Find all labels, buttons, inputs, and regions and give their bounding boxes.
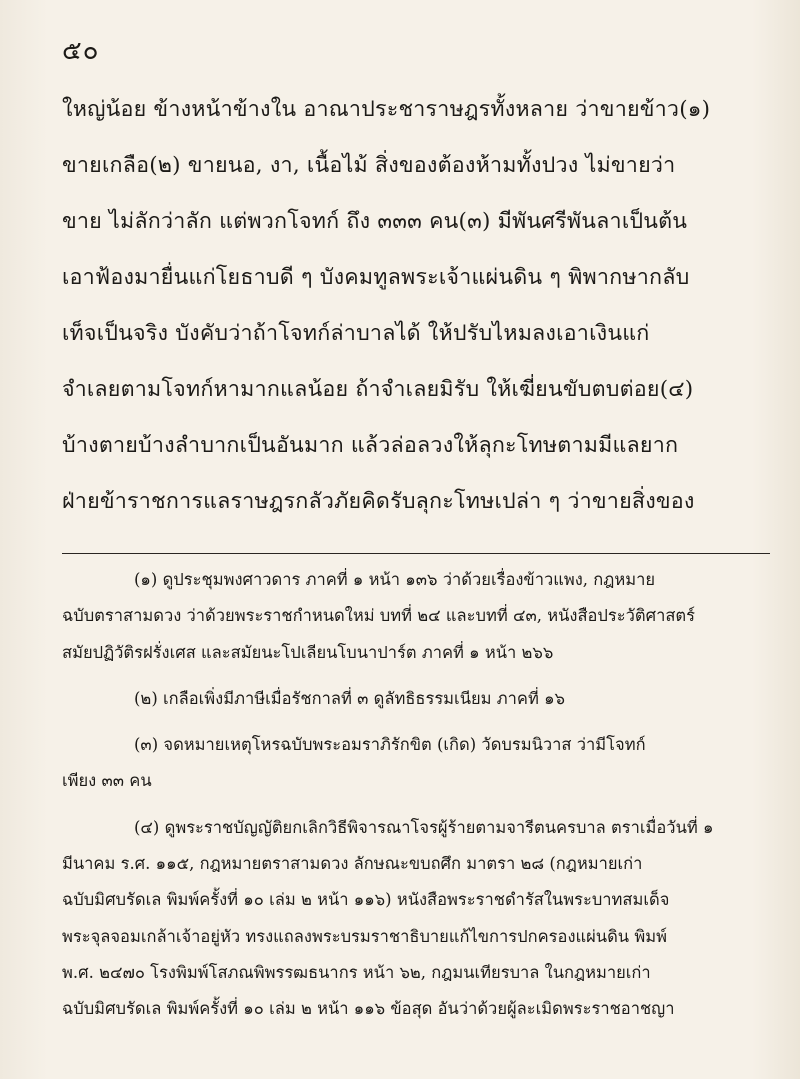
footnote-4-line: (๔) ดูพระราชบัญญัติยกเลิกวิธีพิจารณาโจรผู้ร้ายตามจารีตนครบาล ตราเมื่อวันที่ ๑ [134,817,714,837]
body-line: เท็จเป็นจริง บังคับว่าถ้าโจทก์ล่าบาลได้ ให้ปรับไหมลงเอาเงินแก่ [62,321,650,346]
footnote-4-line: ฉบับมิศบรัดเล พิมพ์ครั้งที่ ๑๐ เล่ม ๒ หน้า ๑๑๖ ข้อสุด อันว่าด้วยผู้ละเมิดพระราชอาชญา [62,999,675,1019]
footnote-4-line: พ.ศ. ๒๔๗๐ โรงพิมพ์โสภณพิพรรฒธนากร หน้า ๖๒, กฎมนเทียรบาล ในกฎหมายเก่า [62,962,651,982]
page-number: ๕๐ [62,36,100,66]
footnote-1-line: ฉบับตราสามดวง ว่าด้วยพระราชกำหนดใหม่ บทที่ ๒๔ และบทที่ ๔๓, หนังสือประวัติศาสตร์ [62,606,695,626]
footnote-4-line: ฉบับมิศบรัดเล พิมพ์ครั้งที่ ๑๐ เล่ม ๒ หน้า ๑๑๖) หนังสือพระราชดำรัสในพระบาทสมเด็จ [62,890,670,910]
footnote-1-line: สมัยปฏิวัติรฝรั่งเศส และสมัยนะโปเลียนโบนาปาร์ต ภาคที่ ๑ หน้า ๒๖๖ [62,642,554,662]
footnote-4-line: มีนาคม ร.ศ. ๑๑๕, กฎหมายตราสามดวง ลักษณะขบถศึก มาตรา ๒๘ (กฎหมายเก่า [62,854,643,874]
footnote-2-line: (๒) เกลือเพิ่งมีภาษีเมื่อรัชกาลที่ ๓ ดูลัทธิธรรมเนียม ภาคที่ ๑๖ [134,688,566,708]
footnote-3-line: เพียง ๓๓ คน [62,771,152,791]
body-line: ขายเกลือ(๒) ขายนอ, งา, เนื้อไม้ สิ่งของต้องห้ามทั้งปวง ไม่ขายว่า [62,153,676,178]
footnote-3-line: (๓) จดหมายเหตุโหรฉบับพระอมราภิรักขิต (เกิด) วัดบรมนิวาส ว่ามีโจทก์ [134,735,646,755]
body-line: เอาฟ้องมายื่นแก่โยธาบดี ๆ บังคมทูลพระเจ้าแผ่นดิน ๆ พิพากษากลับ [62,265,690,290]
body-line: จำเลยตามโจทก์หามากแลน้อย ถ้าจำเลยมิรับ ให้เฆี่ยนขับตบต่อย(๔) [62,377,694,402]
body-line: บ้างตายบ้างลำบากเป็นอันมาก แล้วล่อลวงให้ลุกะโทษตามมีแลยาก [62,433,679,458]
footnotes [62,562,774,1028]
footnote-4-line: พระจุลจอมเกล้าเจ้าอยู่หัว ทรงแถลงพระบรมราชาธิบายแก้ไขการปกครองแผ่นดิน พิมพ์ [62,926,667,946]
body-line: ใหญ่น้อย ข้างหน้าข้างใน อาณาประชาราษฎรทั้งหลาย ว่าขายข้าว(๑) [62,97,711,122]
body-line: ขาย ไม่ลักว่าลัก แต่พวกโจทก์ ถึง ๓๓๓ คน(๓) มีพันศรีพันลาเป็นต้น [62,209,688,234]
footnote-divider [62,553,770,554]
body-line: ฝ่ายข้าราชการแลราษฎรกลัวภัยคิดรับลุกะโทษเปล่า ๆ ว่าขายสิ่งของ [62,489,695,514]
footnote-1-line: (๑) ดูประชุมพงศาวดาร ภาคที่ ๑ หน้า ๑๓๖ ว่าด้วยเรื่องข้าวแพง, กฎหมาย [134,570,656,589]
body-text [62,82,770,530]
